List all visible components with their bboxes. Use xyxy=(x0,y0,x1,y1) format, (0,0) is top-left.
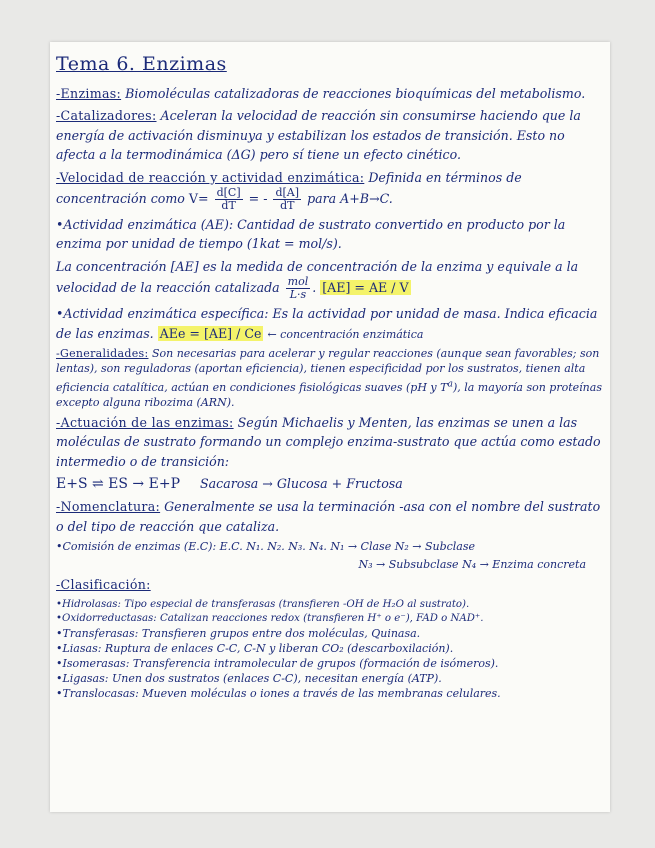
heading-nomenclatura: -Nomenclatura: xyxy=(56,499,161,515)
highlight-aee-formula: AEe = [AE] / Ce xyxy=(159,325,262,341)
list-item: •Oxidorreductasas: Catalizan reacciones redox (transfieren H⁺ o e⁻), FAD o NAD⁺. xyxy=(56,612,484,624)
text-velocidad: Definida en términos de concentración como xyxy=(56,169,522,207)
paragraph-actuacion xyxy=(56,413,604,471)
paragraph-enzimas xyxy=(56,84,604,103)
paragraph-catalizadores xyxy=(56,106,604,164)
frac-num: mol xyxy=(287,275,309,289)
text-especifica: •Actividad enzimática específica: Es la actividad por unidad de masa. Indica eficacia de las enzimas. xyxy=(56,306,598,341)
list-item: •Translocasas: Mueven moléculas o iones a través de las membranas celulares. xyxy=(56,686,501,700)
formula-eq: = - xyxy=(248,191,268,207)
paragraph-generalidades xyxy=(56,346,604,410)
paragraph-comision: •Comisión de enzimas (E.C): E.C. N₁. N₂. N₃. N₄. N₁ → Clase N₂ → Subclase xyxy=(56,540,475,554)
text-nomenclatura: Generalmente se usa la terminación -asa con el nombre del sustrato o del tipo de reacción que cataliza. xyxy=(56,499,601,534)
list-item: •Liasas: Ruptura de enlaces C-C, C-N y liberan CO₂ (descarboxilación). xyxy=(56,641,454,655)
text-concentracion: La concentración [AE] es la medida de concentración de la enzima y equivale a la velocidad de la reacción catalizada xyxy=(56,258,579,296)
page-title: Tema 6. Enzimas xyxy=(56,53,227,75)
list-item: •Ligasas: Unen dos sustratos (enlaces C-C), necesitan energía (ATP). xyxy=(56,671,442,685)
heading-velocidad: -Velocidad de reacción y actividad enzimática: xyxy=(56,169,365,185)
heading-actuacion: -Actuación de las enzimas: xyxy=(56,414,234,430)
velocity-formula xyxy=(188,186,307,213)
paragraph-actividad: •Actividad enzimática (AE): Cantidad de sustrato convertido en producto por la enzima por unidad de tiempo (1kat = mol/s). xyxy=(56,217,566,252)
frac-den: dT xyxy=(221,199,236,213)
fraction-mol-ls xyxy=(286,276,311,301)
note-concentracion: ← concentración enzimática xyxy=(267,327,424,341)
highlight-ae-formula: [AE] = AE / V xyxy=(322,280,409,296)
classification-list xyxy=(56,598,604,701)
frac-den: L·s xyxy=(289,288,307,302)
frac-num: d[A] xyxy=(275,186,300,200)
sucrose-example: Sacarosa → Glucosa + Fructosa xyxy=(200,475,403,491)
fraction-dc-dt xyxy=(215,187,243,212)
list-item: •Transferasas: Transfieren grupos entre dos moléculas, Quinasa. xyxy=(56,626,421,640)
list-item: •Isomerasas: Transferencia intramolecular de grupos (formación de isómeros). xyxy=(56,656,499,670)
heading-clasificacion: -Clasificación: xyxy=(56,577,151,593)
heading-catalizadores: -Catalizadores: xyxy=(56,108,157,124)
paragraph-clasificacion xyxy=(56,575,604,594)
frac-den: dT xyxy=(280,199,295,213)
paragraph-subclases: N₃ → Subsubclase N₄ → Enzima concreta xyxy=(358,558,586,572)
heading-enzimas: -Enzimas: xyxy=(56,86,122,101)
text-generalidades: Son necesarias para acelerar y regular reacciones (aunque sean favorables; son lentas), son reguladoras (aportan eficiencia), tienen especificidad por los sustratos, tienen alta eficiencia catalítica, actúan en condiciones fisiológicas suaves (pH y $T^a$), la mayoría son proteínas excepto alguna ribozima (ARN). xyxy=(56,347,602,409)
handwritten-notes xyxy=(56,52,604,701)
paragraph-nomenclatura xyxy=(56,497,604,536)
reaction-line xyxy=(56,474,604,494)
heading-generalidades: -Generalidades: xyxy=(56,347,149,361)
paragraph-concentracion: La concentración [AE] es la medida de concentración de la enzima y equivale a la velocidad de la reacción catalizada $\frac{\text{mol}}{L\cdot s}$ . [AE] = AE / V xyxy=(56,258,579,302)
list-item: •Hidrolasas: Tipo especial de transferasas (transfieren -OH de H₂O al sustrato). xyxy=(56,598,470,610)
frac-num: d[C] xyxy=(216,186,241,200)
fraction-da-dt xyxy=(273,187,301,212)
text-actuacion: Según Michaelis y Menten, las enzimas se unen a las moléculas de sustrato formando un complejo enzima-sustrato que actúa como estado intermedio o de transición: xyxy=(56,414,601,469)
paragraph-velocidad xyxy=(56,168,604,212)
paragraph-especifica xyxy=(56,304,604,343)
text-catalizadores: Aceleran la velocidad de reacción sin consumirse haciendo que la energía de activación disminuya y estabilizan los estados de transición. Esto no afecta a la termodinámica (ΔG) pero sí tiene un efecto cinético. xyxy=(56,108,581,163)
text-enzimas: Biomoléculas catalizadoras de reacciones bioquímicas del metabolismo. xyxy=(121,86,586,101)
formula-v: V= xyxy=(188,191,209,207)
formula-tail: para A+B→C. xyxy=(307,191,393,207)
michaelis-equation: E+S ⇌ ES → E+P xyxy=(56,475,180,492)
